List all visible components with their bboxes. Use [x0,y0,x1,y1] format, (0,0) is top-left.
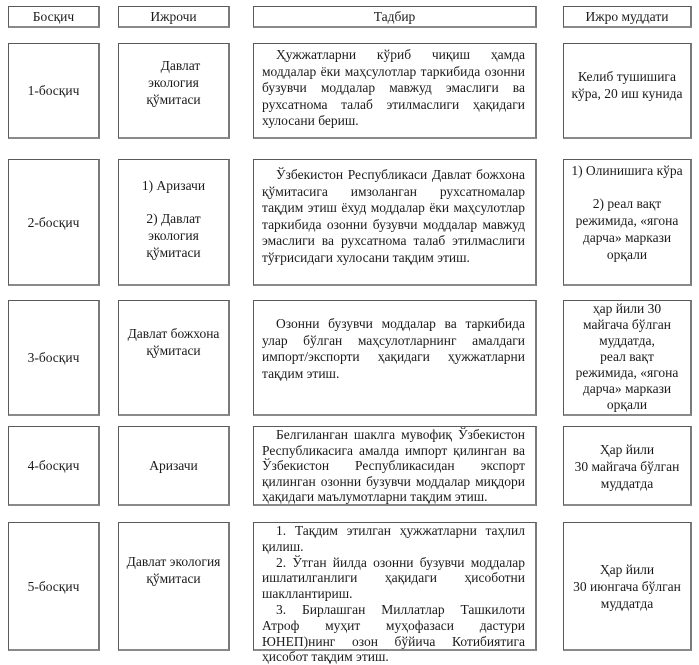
stage-cell [8,159,100,286]
stage-cell [8,300,100,416]
executor-line: экология [148,75,199,90]
deadline-line: орқали [606,397,648,412]
deadline-cell [563,43,692,139]
deadline-line: 1) Олинишига кўра [571,163,683,178]
action-cell [253,159,537,286]
executor-line: Давлат [160,58,201,73]
deadline-cell [563,522,692,651]
executor-cell [118,43,230,139]
deadline-line: Ҳар йили [599,562,655,577]
action-cell [253,522,537,665]
action-item: 2. Ўтган йилда озонни бузувчи моддалар ишлатилганлиги ҳақидаги ҳисоботни шакллантириш. [262,554,525,602]
deadline-line: муддатда, [599,333,655,348]
deadline-cell [563,426,692,506]
stage-cell [8,426,100,506]
deadline-line: орқали [606,247,648,262]
executor-line: қўмитаси [146,343,201,358]
stage-cell [8,43,100,139]
action-text: Ҳужжатларни кўриб чиқиш ҳамда моддалар ёки маҳсулотлар таркибида озонни бузувчи моддалар мавжуд эмаслиги ва рухсатнома талаб этилмаслиги ҳақидаги хулосани бериш. [262,47,525,128]
executor-line: экология [148,228,199,243]
deadline-line: кўра, 20 иш кунида [571,86,683,101]
executor-line: қўмитаси [146,92,201,107]
action-item: 3. Бирлашган Миллатлар Ташкилоти Атроф муҳит муҳофазаси дастури ЮНЕП)нинг озон бўйича Котибиятига ҳисобот тақдим этиш. [262,601,525,665]
header-deadline [563,6,692,28]
deadline-line: дарча» маркази [582,230,672,245]
executor-line: Давлат божхона [127,326,220,341]
header-deadline-label: Ижро муддати [585,8,669,24]
executor-cell [118,426,230,506]
deadline-cell [563,300,692,416]
executor-cell [118,159,230,286]
header-stage-label: Босқич [32,8,75,24]
stage-label: 3-босқич [27,350,80,365]
header-action-label: Тадбир [373,8,416,24]
header-stage [8,6,100,28]
deadline-cell [563,159,692,286]
executor-line: қўмитаси [146,571,201,586]
stage-label: 4-босқич [27,458,80,473]
action-item: 1. Тақдим этилган ҳужжатларни таҳлил қилиш. [262,523,525,554]
stage-label: 5-босқич [27,578,80,594]
deadline-line: 30 майгача бўлган [574,459,680,474]
deadline-line: Ҳар йили [599,442,655,457]
executor-line: 1) Аризачи [141,178,206,193]
deadline-line: муддатда [600,596,654,611]
deadline-line: режимида, «ягона [575,213,679,228]
executor-line: 2) Давлат [146,211,201,226]
deadline-line: ҳар йили 30 [592,301,662,316]
deadline-line: майгача бўлган [583,317,671,332]
action-cell [253,43,537,139]
executor-cell [118,300,230,416]
deadline-line: Келиб тушишига [578,69,676,84]
stage-label: 1-босқич [27,83,80,98]
action-text: Озонни бузувчи моддалар ва таркибида улар бўлган маҳсулотларнинг амалдаги импорт/экспорти ҳақидаги ҳужжатларни тақдим этиш. [262,316,525,381]
executor-cell [118,522,230,651]
action-text: Ўзбекистон Республикаси Давлат божхона қўмитасига имзоланган рухсатномалар тақдим этиш ёхуд моддалар ёки маҳсулотлар таркибида озонни бузувчи моддалар мавжуд эмаслиги ва рухсатнома талаб этилмаслиги тўғрисидаги хулосани тақдим этиш. [262,167,525,265]
executor-line: Давлат экология [126,554,221,569]
stage-cell [8,522,100,651]
executor-line: қўмитаси [146,245,201,260]
deadline-line: дарча» маркази [582,381,672,396]
executor-line: Аризачи [149,458,198,473]
header-executor-label: Ижрочи [150,8,197,24]
deadline-line: 2) реал вақт [592,196,662,211]
action-text: Белгиланган шаклга мувофиқ Ўзбекистон Республикасига амалда импорт қилинган ва Ўзбекистон Республикасидан экспорт қилинган озонни бузувчи моддалар миқдори ҳақидаги маълумотларни тақдим этиш. [262,427,525,504]
deadline-line: 30 июнгача бўлган [573,579,681,594]
header-action [253,6,537,28]
deadline-line: режимида, «ягона [575,365,679,380]
action-cell [253,300,537,416]
header-executor [118,6,230,28]
action-cell [253,426,537,506]
deadline-line: муддатда [600,476,654,491]
deadline-line: реал вақт [600,349,654,364]
stage-label: 2-босқич [27,214,80,230]
